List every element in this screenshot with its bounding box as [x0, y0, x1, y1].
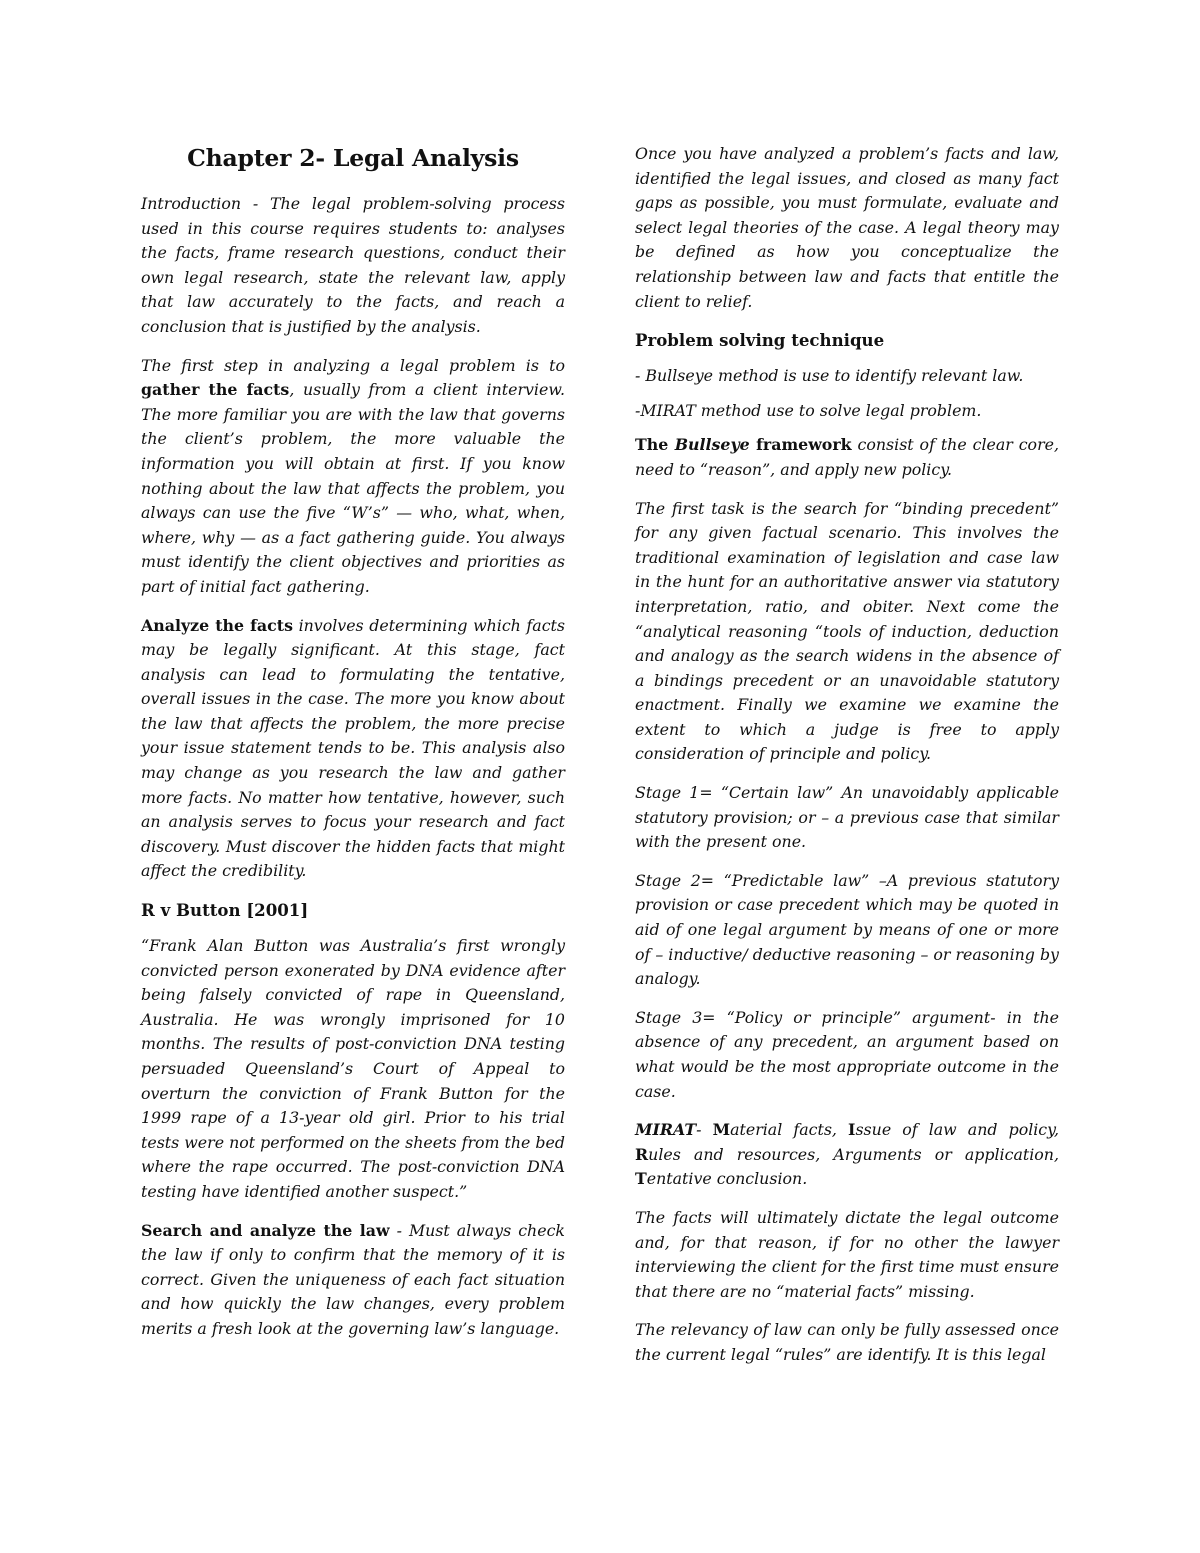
legal-theory-paragraph: Once you have analyzed a problem’s facts and law, identified the legal issues, and closed as many fact gaps as possible, you must formulate, evaluate and select legal theories of the case. A legal theory may be defined as how you conceptualize the relationship between law and facts that entitle the client to relief. — [635, 144, 1059, 311]
stage-2-paragraph: Stage 2= “Predictable law” –A previous statutory provision or case precedent which may be quoted in aid of one legal argument by means of one or more of – inductive/ deductive reasoning – or reasoning by analogy. — [635, 870, 1059, 989]
mirat-m-rest: aterial facts, — [730, 1120, 849, 1140]
bullseye-framework-paragraph — [635, 433, 1059, 482]
intro-paragraph: Introduction - The legal problem-solving process used in this course requires students to: analyses the facts, frame research questions, conduct their own legal research, state the relevant law, apply that law accurately to the facts, and reach a conclusion that is justified by the analysis. — [141, 194, 565, 336]
mirat-r: R — [635, 1144, 649, 1164]
mirat-r-rest: ules and resources, — [648, 1144, 834, 1164]
analyze-facts-bold: Analyze the facts — [141, 615, 293, 635]
mirat-sep: - — [696, 1120, 713, 1140]
page-title: Chapter 2- Legal Analysis — [187, 144, 519, 172]
stage-3-paragraph: Stage 3= “Policy or principle” argument- in the absence of any precedent, an argument based on what would be the most appropriate outcome in the case. — [635, 1007, 1059, 1101]
analyze-facts-paragraph — [141, 614, 565, 885]
mirat-t-rest: entative conclusion. — [646, 1169, 808, 1189]
problem-solving-heading: Problem solving technique — [635, 330, 885, 351]
bullseye-word: Bullseye — [674, 435, 750, 455]
mirat-m: M — [712, 1120, 731, 1140]
mirat-label: MIRAT — [635, 1120, 697, 1140]
right-column — [635, 142, 1059, 1382]
left-column — [141, 142, 565, 1356]
case-quote: “Frank Alan Button was Australia’s first wrongly convicted person exonerated by DNA evidence after being falsely convicted of rape in Queensland, Australia. He was wrongly imprisoned for 10 months. The results of post-conviction DNA testing persuaded Queensland’s Court of Appeal to overturn the conviction of Frank Button for the 1999 rape of a 13-year old girl. Prior to his trial tests were not performed on the sheets from the bed where the rape occurred. The post-conviction DNA testing have identified another suspect.” — [141, 936, 565, 1201]
mirat-i: I — [848, 1120, 856, 1140]
case-heading: R v Button [2001] — [141, 900, 309, 921]
mirat-a-rest: rguments or application, — [844, 1144, 1059, 1164]
search-law-paragraph — [141, 1219, 565, 1342]
mirat-paragraph — [635, 1118, 1059, 1192]
bullseye-method-line: - Bullseye method is use to identify relevant law. — [635, 366, 1024, 386]
search-law-text: - Must always check the law if only to confirm that the memory of it is correct. Given the uniqueness of each fact situation and how quickly the law changes, every problem merits a fresh look at the governing law’s language. — [141, 1220, 565, 1338]
mirat-t: T — [635, 1169, 647, 1189]
gather-facts-paragraph — [141, 354, 565, 600]
first-task-paragraph: The first task is the search for “binding precedent” for any given factual scenario. This involves the traditional examination of legislation and case law in the hunt for an authoritative answer via statutory interpretation, ratio, and obiter. Next come the “analytical reasoning “tools of induction, deduction and analogy as the search widens in the absence of a bindings precedent or an unavoidable statutory enactment. Finally we examine we examine the extent to which a judge is free to apply consideration of principle and policy. — [635, 498, 1059, 764]
mirat-i-rest: ssue of law and policy, — [855, 1120, 1060, 1140]
analyze-facts-text: involves determining which facts may be legally significant. At this stage, fact analysis can lead to formulating the tentative, overall issues in the case. The more you know about the law that affects the problem, the more precise your issue statement tends to be. This analysis also may change as you research the law and gather more facts. No matter how tentative, however, such an analysis serves to focus your research and fact discovery. Must discover the hidden facts that might affect the credibility. — [141, 615, 565, 881]
bullseye-rest: consist of the clear core, need to “reason”, and apply new policy. — [635, 435, 1059, 479]
stage-1-paragraph: Stage 1= “Certain law” An unavoidably applicable statutory provision; or – a previous case that similar with the present one. — [635, 783, 1059, 852]
mirat-method-line: -MIRAT method use to solve legal problem. — [635, 400, 982, 420]
bullseye-the: The — [635, 435, 675, 455]
mirat-a: A — [833, 1144, 845, 1164]
search-law-bold: Search and analyze the law — [141, 1220, 390, 1240]
gather-facts-text-b: , usually from a client interview. The more familiar you are with the law that governs the client’s problem, the more valuable the information you will obtain at first. If you know nothing about the law that affects the problem, you always can use the five “W’s” — who, what, when, where, why — as a fact gathering guide. You always must identify the client objectives and priorities as part of initial fact gathering. — [141, 380, 565, 596]
facts-dictate-paragraph: The facts will ultimately dictate the legal outcome and, for that reason, if for no other the lawyer interviewing the client for the first time must ensure that there are no “material facts” missing. — [635, 1207, 1059, 1301]
gather-facts-bold: gather the facts — [141, 380, 290, 400]
relevancy-paragraph: The relevancy of law can only be fully assessed once the current legal “rules” are identify. It is this legal — [635, 1320, 1059, 1364]
bullseye-framework-word: framework — [749, 435, 852, 455]
gather-facts-text-a: The first step in analyzing a legal problem is to — [141, 355, 565, 375]
